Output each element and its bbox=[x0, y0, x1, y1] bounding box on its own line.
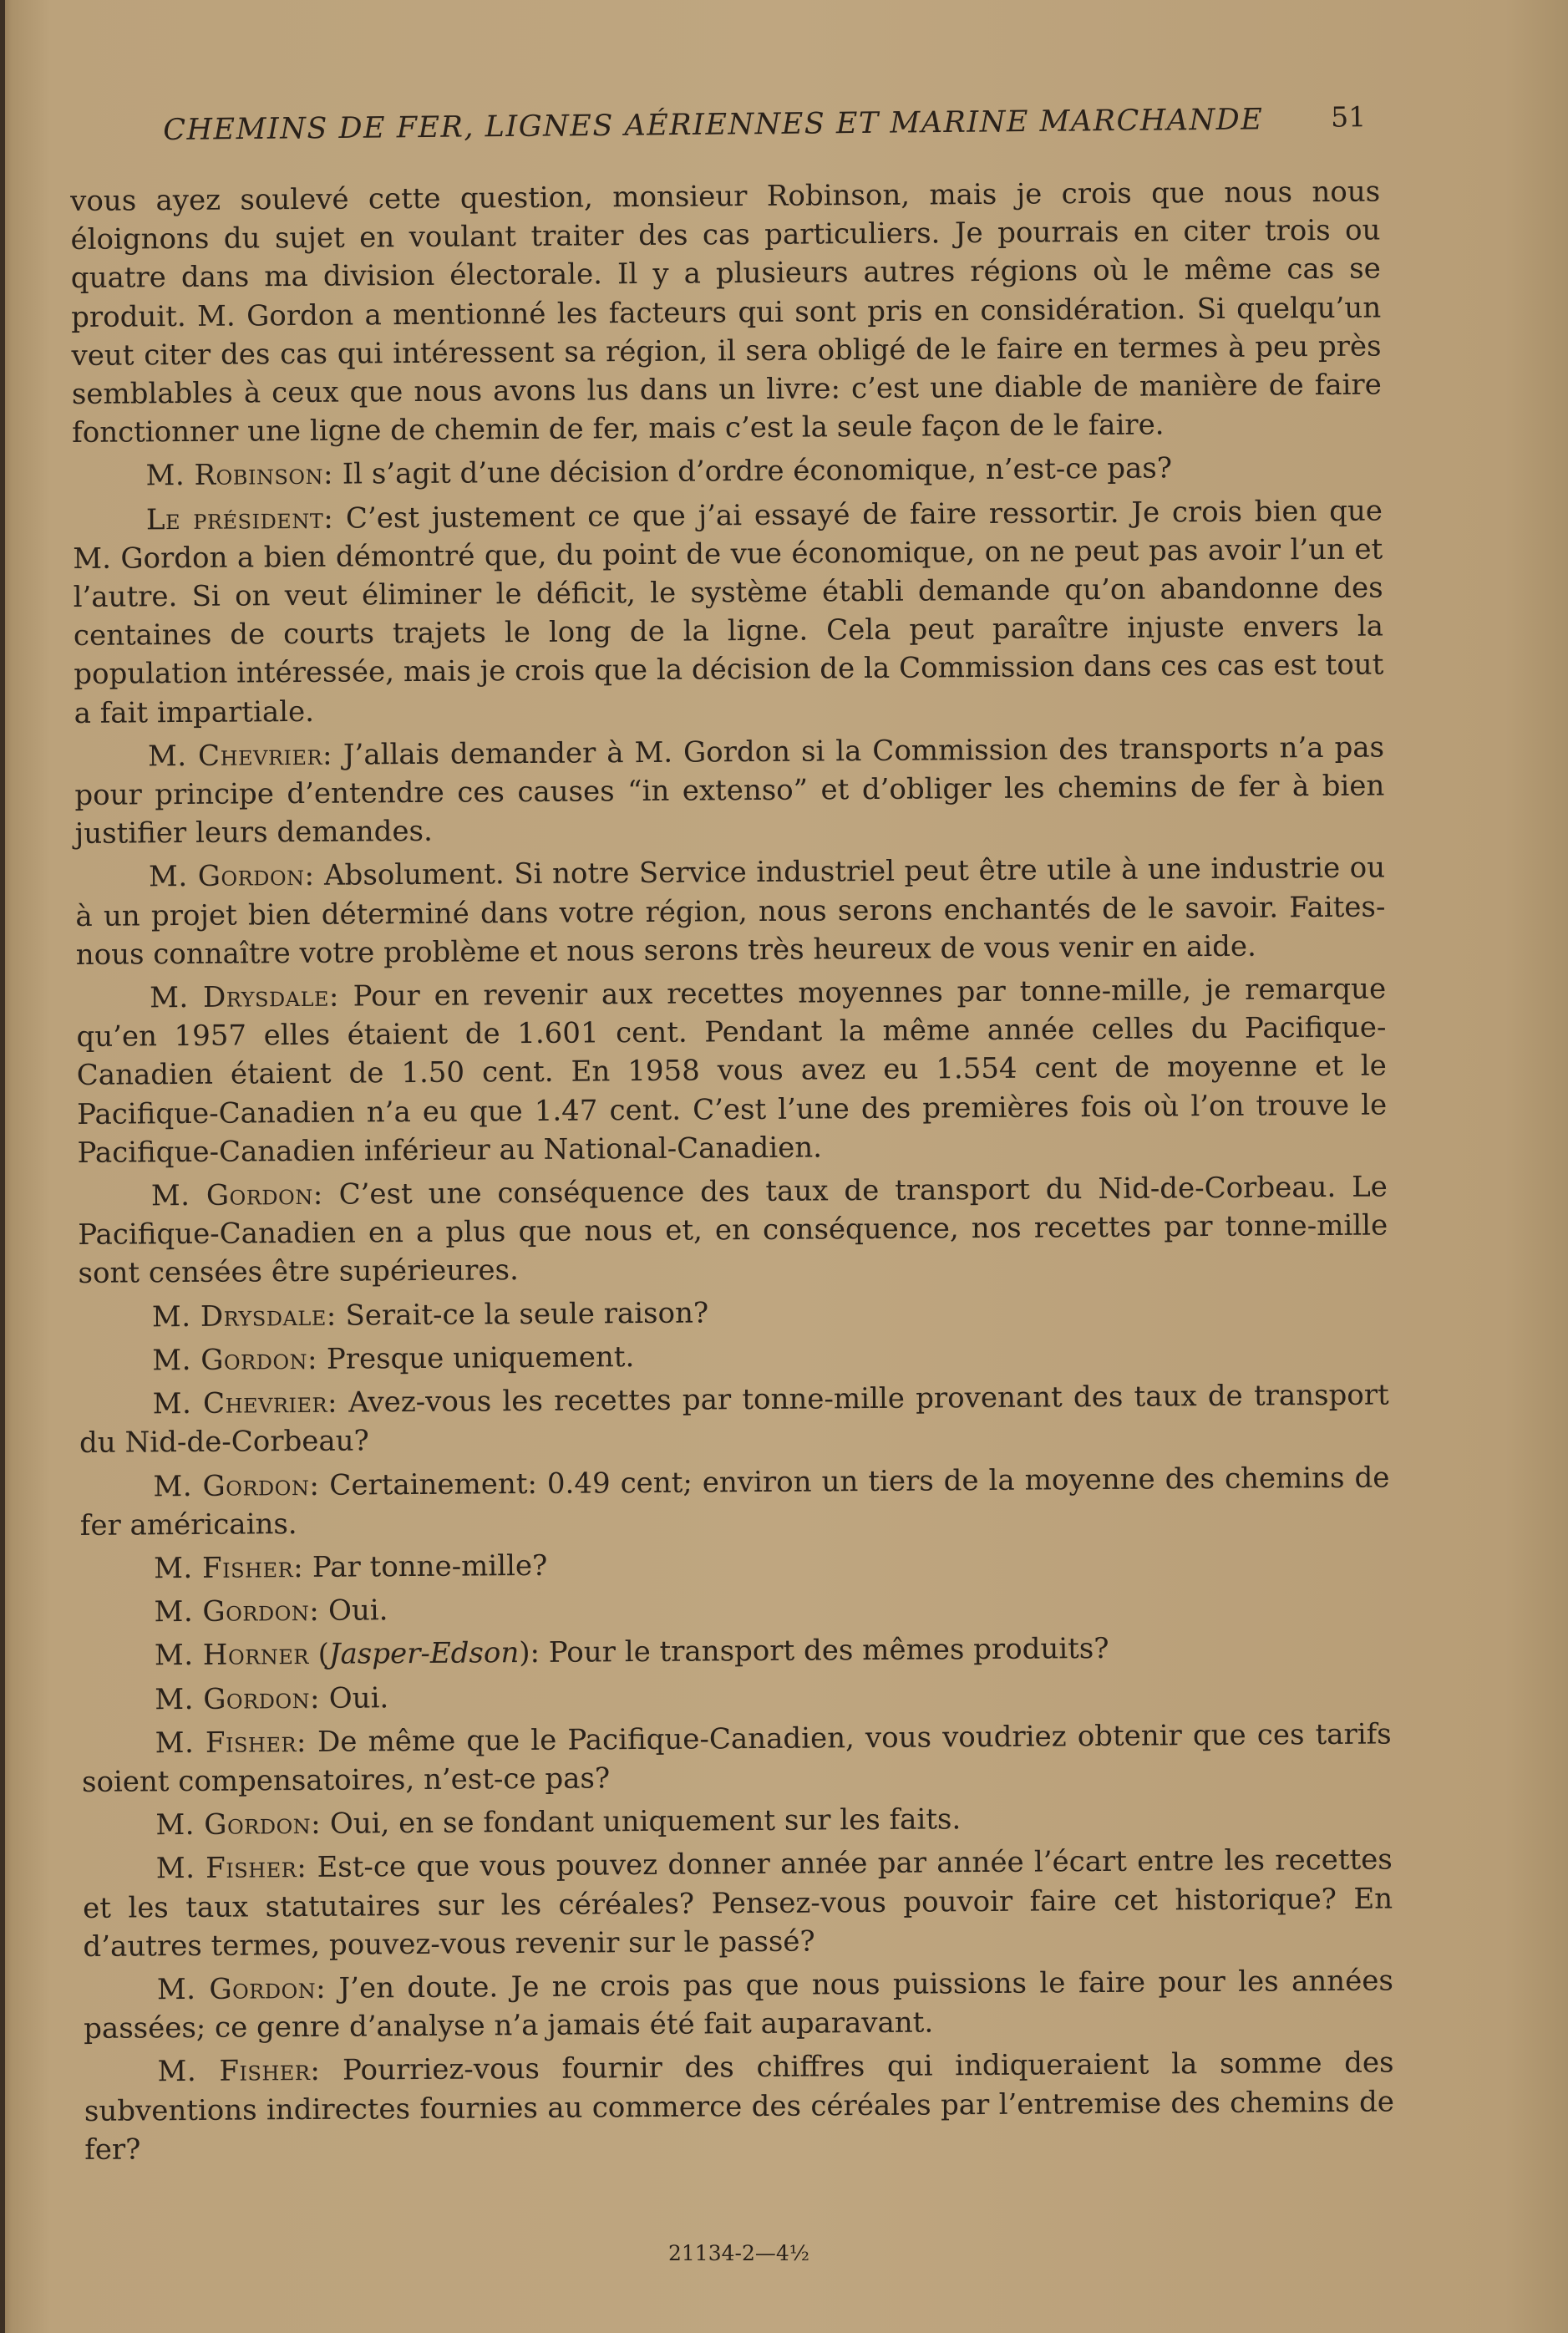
paragraph-president bbox=[73, 491, 1384, 733]
paragraph-gordon bbox=[79, 1332, 1388, 1380]
paragraph-text: Pourriez-vous fournir des chiffres qui indiqueraient la somme des subventions indirectes fournies au commerce des céréales par l’entremise des chemins de fer? bbox=[84, 2046, 1395, 2167]
paragraph-gordon bbox=[79, 1458, 1390, 1545]
paragraph-text: C’est justement ce que j’ai essayé de faire ressortir. Je crois bien que M. Gordon a bien démontré que, du point de vue économique, on ne peut pas avoir l’un et l’autre. Si on veut éliminer le déficit, le système établi demande qu’on abandonne des centaines de courts trajets le long de la ligne. Cela peut paraître injuste envers la population intéressée, mais je crois que la décision de la Commission dans ces cas est tout a fait impartiale. bbox=[73, 494, 1384, 730]
paragraph-fisher bbox=[82, 1715, 1393, 1802]
speaker-name: M. Gordon: bbox=[152, 1342, 318, 1378]
paragraph-text: Certainement: 0.49 cent; environ un tiers de la moyenne des chemins de fer américains. bbox=[79, 1460, 1390, 1543]
paragraph-gordon bbox=[84, 1961, 1394, 2048]
speaker-name: M. Gordon: bbox=[154, 1593, 320, 1629]
speaker-name: M. Drysdale: bbox=[150, 979, 340, 1015]
paragraph-chevrier bbox=[79, 1376, 1390, 1463]
speaker-name: M. Drysdale: bbox=[151, 1299, 337, 1334]
paragraph-text: Pour en revenir aux recettes moyennes par tonne-mille, je remarque qu’en 1957 elles étaient de 1.601 cent. Pendant la même année celles du Pacifique-Canadien étaient de 1.50 cent. En 1958 vous avez eu 1.554 cent de moyenne et le Pacifique-Canadien n’a eu que 1.47 cent. C’est l’une des premières fois où l’on trouve le Pacifique-Canadien inférieur au National-Canadien. bbox=[76, 972, 1388, 1170]
speaker-name: M. Gordon: bbox=[156, 1971, 327, 2007]
speaker-name: Le président: bbox=[145, 501, 334, 536]
paragraph-text: Absolument. Si notre Service industriel peut être utile à une industrie ou à un projet bien déterminé dans votre région, nous serons enchantés de le savoir. Faites-nous connaître votre problème et nous serons très heureux de vous venir en aide. bbox=[75, 851, 1386, 972]
speaker-name: M. Gordon: bbox=[155, 1807, 322, 1843]
speaker-name: M. Horner bbox=[154, 1638, 309, 1673]
paragraph-text: Oui. bbox=[319, 1593, 388, 1628]
paragraph-text: Presque uniquement. bbox=[317, 1339, 635, 1376]
running-title: CHEMINS DE FER, LIGNES AÉRIENNES ET MARINE MARCHANDE bbox=[163, 103, 1264, 147]
paragraph-text: Serait-ce la seule raison? bbox=[336, 1296, 709, 1333]
paragraph-text: vous ayez soulevé cette question, monsieur Robinson, mais je crois que nous nous éloignons du sujet en voulant traiter des cas particuliers. Je pourrais en citer trois ou quatre dans ma division électorale. Il y a plusieurs autres régions où le même cas se produit. M. Gordon a mentionné les facteurs qui sont pris en considération. Si quelqu’un veut citer des cas qui intéressent sa région, il sera obligé de le faire en termes à peu près semblables à ceux que nous avons lus dans un livre: c’est une diable de manière de faire fonctionner une ligne de chemin de fer, mais c’est la seule façon de le faire. bbox=[70, 175, 1382, 450]
paragraph-text: Il s’agit d’une décision d’ordre économique, n’est-ce pas? bbox=[332, 451, 1173, 492]
printing-code: 21134-2—4½ bbox=[668, 2241, 810, 2265]
paragraph-text: J’en doute. Je ne crois pas que nous puissions le faire pour les années passées; ce genre d’analyse n’a jamais été fait auparavant. bbox=[84, 1964, 1393, 2046]
paragraph-text: : Pour le transport des mêmes produits? bbox=[530, 1632, 1109, 1670]
paragraph-text: Avez-vous les recettes par tonne-mille provenant des taux de transport du Nid-de-Corbeau? bbox=[79, 1378, 1389, 1461]
paragraph-gordon bbox=[81, 1671, 1391, 1720]
transcript-body bbox=[70, 173, 1394, 2174]
speaker-name: M. Gordon: bbox=[155, 1681, 321, 1716]
page-header bbox=[163, 95, 1367, 157]
paragraph-horner: M. Horner (Jasper-Edson): Pour le transport des mêmes produits? bbox=[154, 1632, 1109, 1673]
paragraph-gordon bbox=[78, 1168, 1388, 1294]
paragraph-fisher bbox=[84, 2044, 1394, 2169]
paragraph-chevrier bbox=[74, 728, 1385, 853]
speaker-name: M. Robinson: bbox=[145, 458, 334, 493]
speaker-name: M. Gordon: bbox=[150, 1177, 323, 1213]
page-binding-edge bbox=[0, 0, 5, 2333]
paragraph-text: De même que le Pacifique-Canadien, vous voudriez obtenir que ces tarifs soient compensatoires, n’est-ce pas? bbox=[81, 1717, 1392, 1799]
speaker-name: M. Chevrier: bbox=[147, 738, 333, 774]
paragraph-continued bbox=[70, 173, 1382, 453]
page-number: 51 bbox=[1330, 100, 1367, 134]
paragraph-text: Est-ce que vous pouvez donner année par année l’écart entre les recettes et les taux statutaires sur les céréales? Pensez-vous pouvoir faire cet historique? En d’autres termes, pouvez-vous revenir sur le passé? bbox=[82, 1843, 1393, 1964]
paragraph-text: Oui. bbox=[319, 1680, 389, 1715]
paragraph-text: J’allais demander à M. Gordon si la Commission des transports n’a pas pour principe d’entendre ces causes “in extenso” et d’obliger les chemins de fer à bien justifier leurs demandes. bbox=[74, 730, 1385, 851]
paragraph-drysdale bbox=[79, 1288, 1388, 1337]
speaker-name: M. Gordon: bbox=[148, 859, 315, 894]
speaker-name: M. Fisher: bbox=[155, 1851, 307, 1886]
riding-name: Jasper-Edson bbox=[328, 1636, 520, 1672]
speaker-name: M. Fisher: bbox=[155, 1725, 307, 1761]
paragraph-text: Par tonne-mille? bbox=[302, 1548, 548, 1584]
paragraph-gordon bbox=[80, 1584, 1390, 1633]
paragraph-text: C’est une conséquence des taux de transport du Nid-de-Corbeau. Le Pacifique-Canadien en a plus que nous et, en conséquence, nos recettes par tonne-mille sont censées être supérieures. bbox=[78, 1170, 1388, 1291]
speaker-name: M. Fisher: bbox=[154, 1550, 304, 1586]
paragraph-drysdale bbox=[76, 970, 1388, 1173]
paragraph-text: Oui, en se fondant uniquement sur les faits. bbox=[320, 1802, 962, 1841]
paragraph-gordon bbox=[75, 849, 1386, 974]
paragraph-gordon bbox=[82, 1797, 1392, 1846]
paragraph-fisher bbox=[80, 1540, 1390, 1588]
paragraph-fisher bbox=[83, 1841, 1393, 1966]
speaker-name: M. Fisher: bbox=[157, 2054, 321, 2089]
paragraph-robinson bbox=[72, 448, 1382, 496]
speaker-name: M. Chevrier: bbox=[152, 1385, 338, 1421]
speaker-name: M. Gordon: bbox=[153, 1468, 320, 1503]
